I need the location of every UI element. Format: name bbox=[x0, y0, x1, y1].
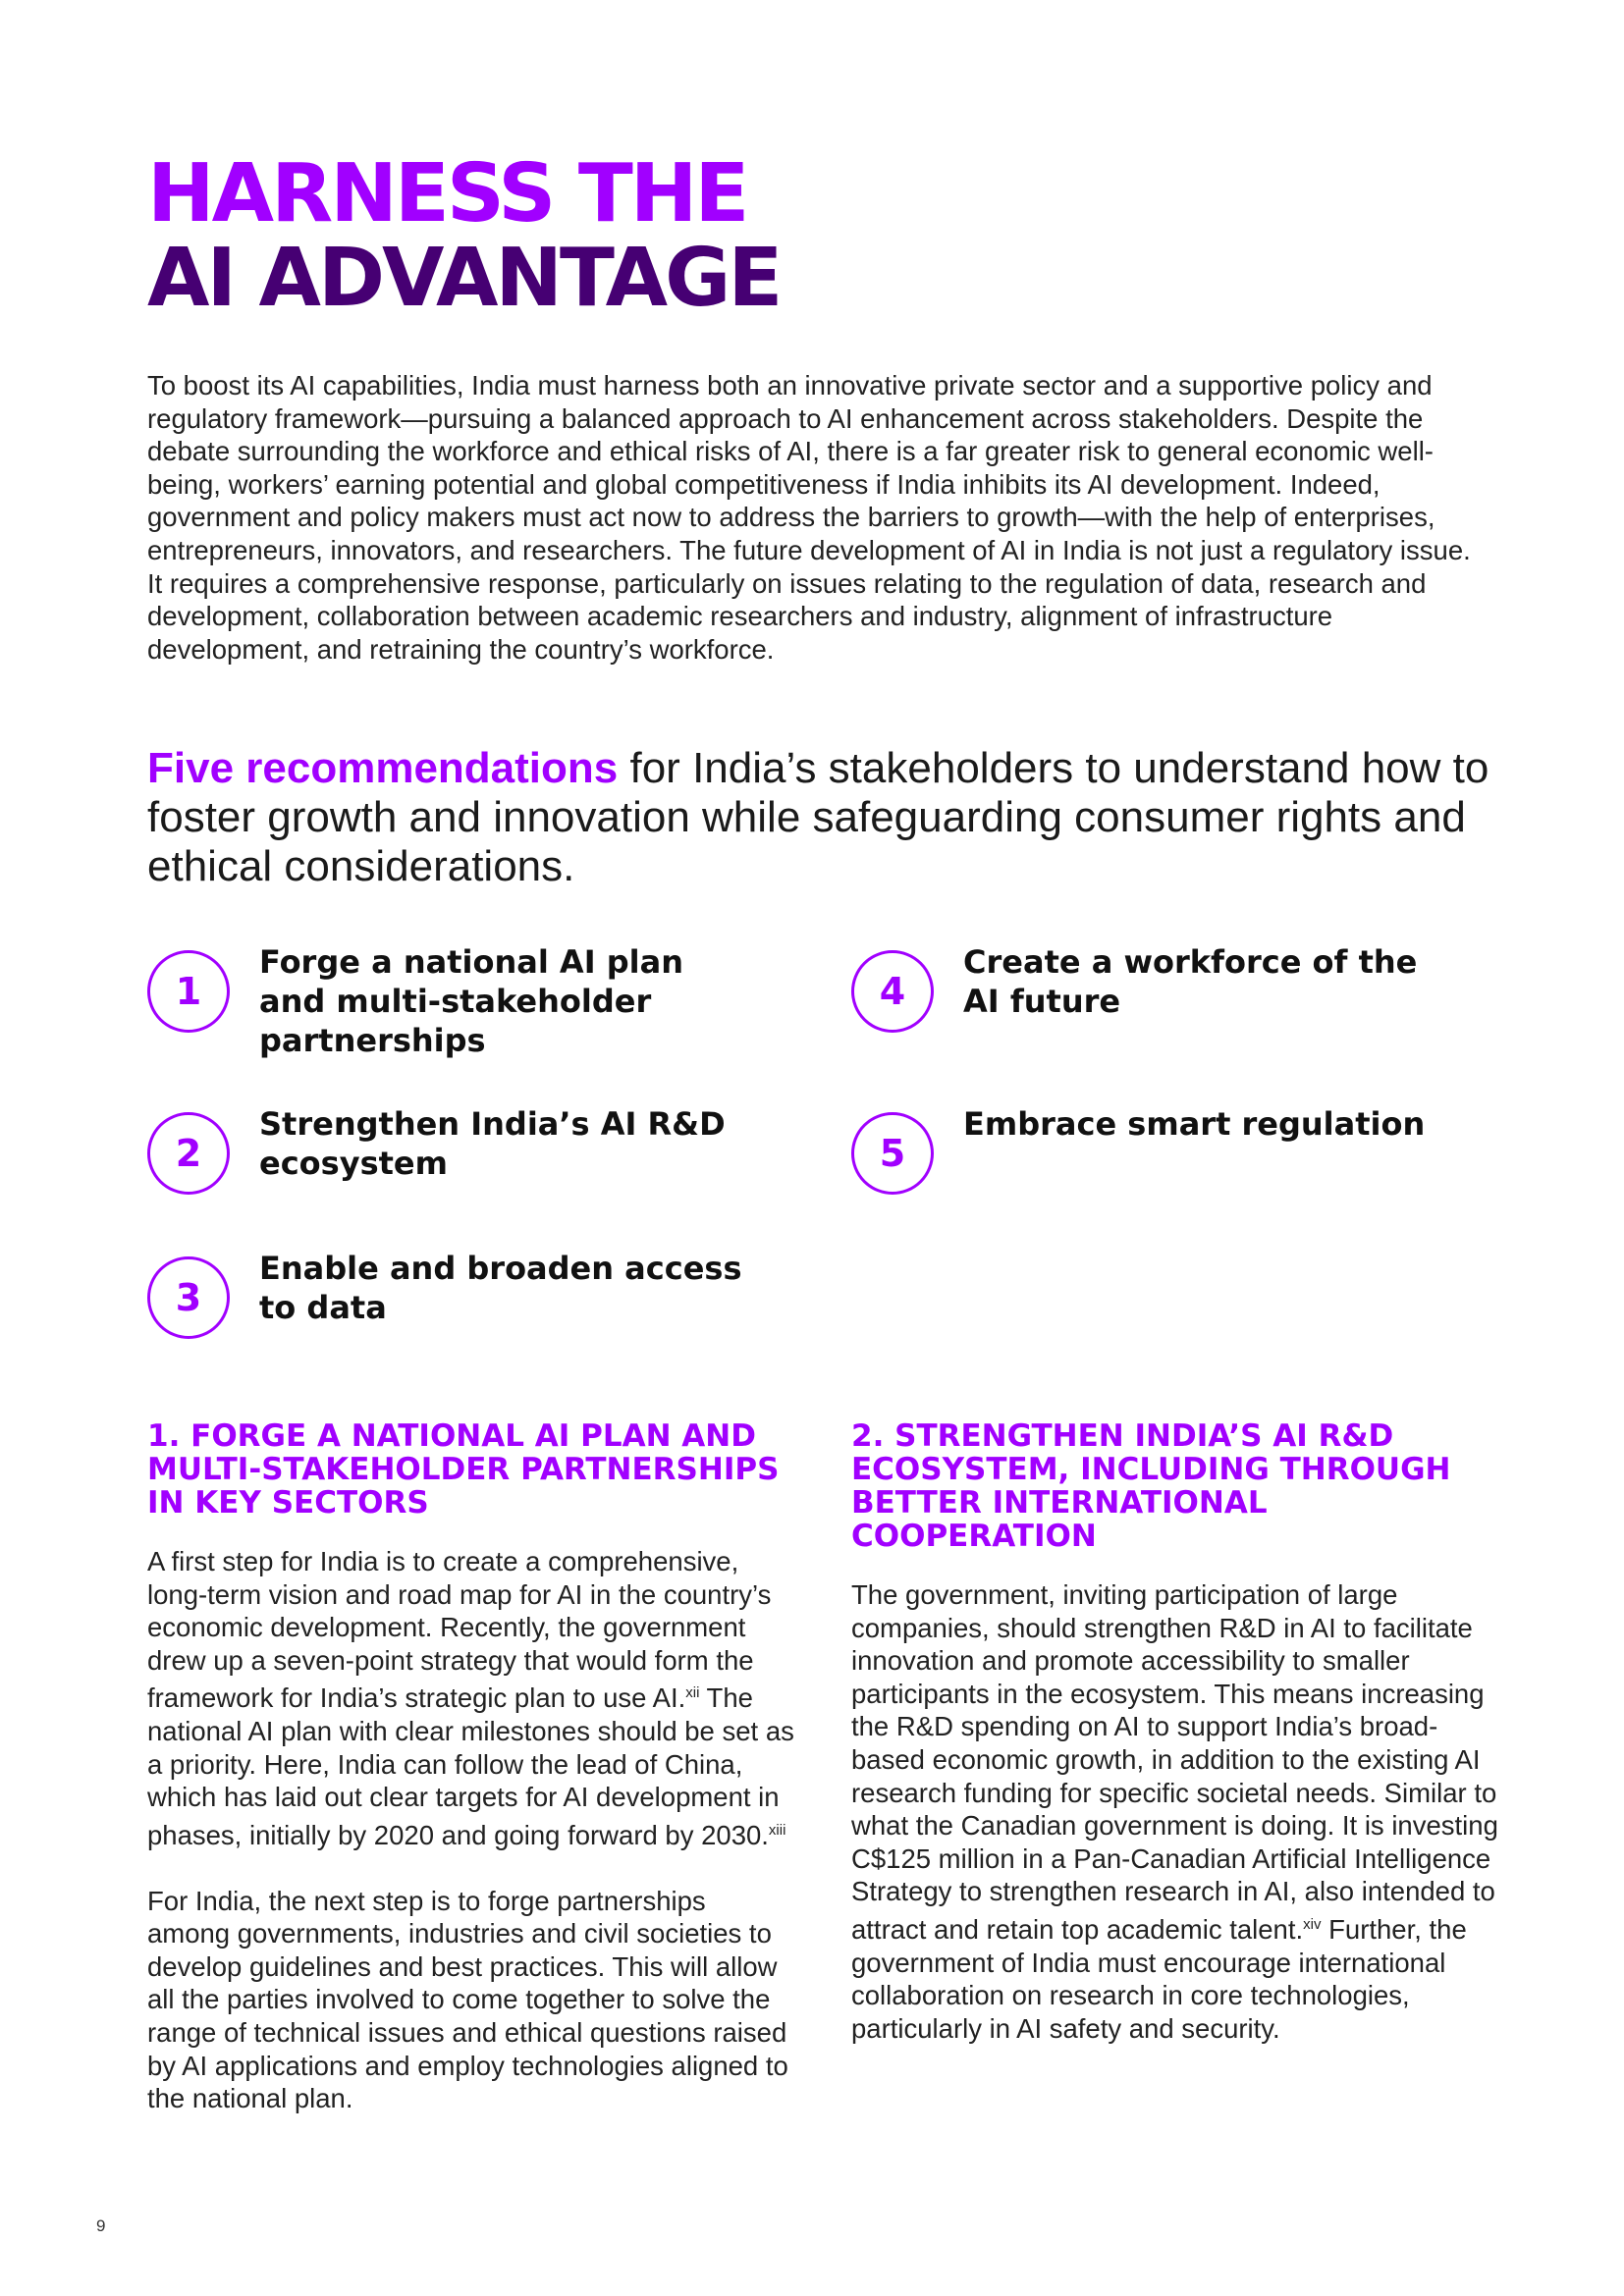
section-2-body bbox=[851, 1578, 1499, 2077]
footnote-ref: xiv bbox=[1303, 1915, 1322, 1933]
title-line-1: HARNESS THE bbox=[147, 147, 747, 240]
page-title bbox=[147, 147, 781, 325]
footnote-ref: xii bbox=[685, 1684, 700, 1702]
recommendation-item-5 bbox=[851, 1104, 1460, 1195]
recommendation-label: Forge a national AI plan and multi-stakeholder partnerships bbox=[259, 943, 683, 1059]
recommendations-heading bbox=[147, 744, 1502, 891]
section-2-paragraph-1: The government, inviting participation of large companies, should strengthen R&D in AI to facilitate innovation and promote accessibility to smaller participants in the ecosystem. This means increasing the R&D spending on AI to support India’s broad-based economic growth, in addition to the existing AI research funding for specific societal needs. Similar to what the Canadian government is doing. It is investing C$125 million in a Pan-Canadian Artificial Intelligence Strategy to strengthen research in AI, also intended to attract and retain top academic talent.$^{xiv}$ Further, the government of India must encourage international collaboration on research in core technologies, particularly in AI safety and security. bbox=[851, 1579, 1498, 2044]
section-1-body bbox=[147, 1545, 795, 2148]
recommendations-heading-rest: for India’s stakeholders to understand how to foster growth and innovation while safeguarding consumer rights and ethical considerations. bbox=[147, 744, 1489, 890]
recommendation-number-badge: 5 bbox=[851, 1112, 934, 1195]
title-line-2: AI ADVANTAGE bbox=[147, 232, 781, 325]
page-number: 9 bbox=[96, 2216, 106, 2235]
section-2-heading: 2. STRENGTHEN INDIA’S AI R&D ECOSYSTEM, INCLUDING THROUGH BETTER INTERNATIONAL COOPERATION bbox=[851, 1418, 1451, 1554]
section-1-heading: 1. FORGE A NATIONAL AI PLAN AND MULTI-STAKEHOLDER PARTNERSHIPS IN KEY SECTORS bbox=[147, 1418, 780, 1521]
recommendation-item-4 bbox=[851, 942, 1460, 1033]
recommendation-item-2 bbox=[147, 1104, 756, 1195]
recommendation-label: Enable and broaden access to data bbox=[259, 1250, 742, 1326]
recommendation-label: Embrace smart regulation bbox=[963, 1105, 1426, 1143]
recommendation-item-3 bbox=[147, 1249, 776, 1339]
recommendation-label: Create a workforce of the AI future bbox=[963, 943, 1418, 1020]
recommendation-label: Strengthen India’s AI R&D ecosystem bbox=[259, 1105, 726, 1182]
recommendation-number-badge: 2 bbox=[147, 1112, 230, 1195]
footnote-ref: xiii bbox=[768, 1821, 786, 1839]
section-1-paragraph-2: For India, the next step is to forge partnerships among governments, industries and civil societies to develop guidelines and best practices. This will allow all the parties involved to come together to solve the range of technical issues and ethical questions raised by AI applications and employ technologies aligned to the national plan. bbox=[147, 1885, 788, 2114]
recommendations-heading-accent: Five recommendations bbox=[147, 744, 619, 792]
recommendation-item-1 bbox=[147, 942, 756, 1060]
intro-paragraph: To boost its AI capabilities, India must harness both an innovative private sector and a supportive policy and regulatory framework—pursuing a balanced approach to AI enhancement across stakeholders. Despite the debate surrounding the workforce and ethical risks of AI, there is a far greater risk to general economic well-being, workers’ earning potential and global competitiveness if India inhibits its AI development. Indeed, government and policy makers must act now to address the barriers to growth—with the help of enterprises, entrepreneurs, innovators, and researchers. The future development of AI in India is not just a regulatory issue. It requires a comprehensive response, particularly on issues relating to the regulation of data, research and development, collaboration between academic researchers and industry, alignment of infrastructure development, and retraining the country’s workforce. bbox=[147, 370, 1471, 665]
recommendation-number-badge: 1 bbox=[147, 950, 230, 1033]
recommendation-number-badge: 3 bbox=[147, 1256, 230, 1339]
recommendation-number-badge: 4 bbox=[851, 950, 934, 1033]
section-1-paragraph-1: A first step for India is to create a comprehensive, long-term vision and road map for AI in the country’s economic development. Recently, the government drew up a seven-point strategy that would form the framework for India’s strategic plan to use AI.$^{xii}$ The national AI plan with clear milestones should be set as a priority. Here, India can follow the lead of China, which has laid out clear targets for AI development in phases, initially by 2020 and going forward by 2030.$^{xiii}$ bbox=[147, 1546, 794, 1851]
